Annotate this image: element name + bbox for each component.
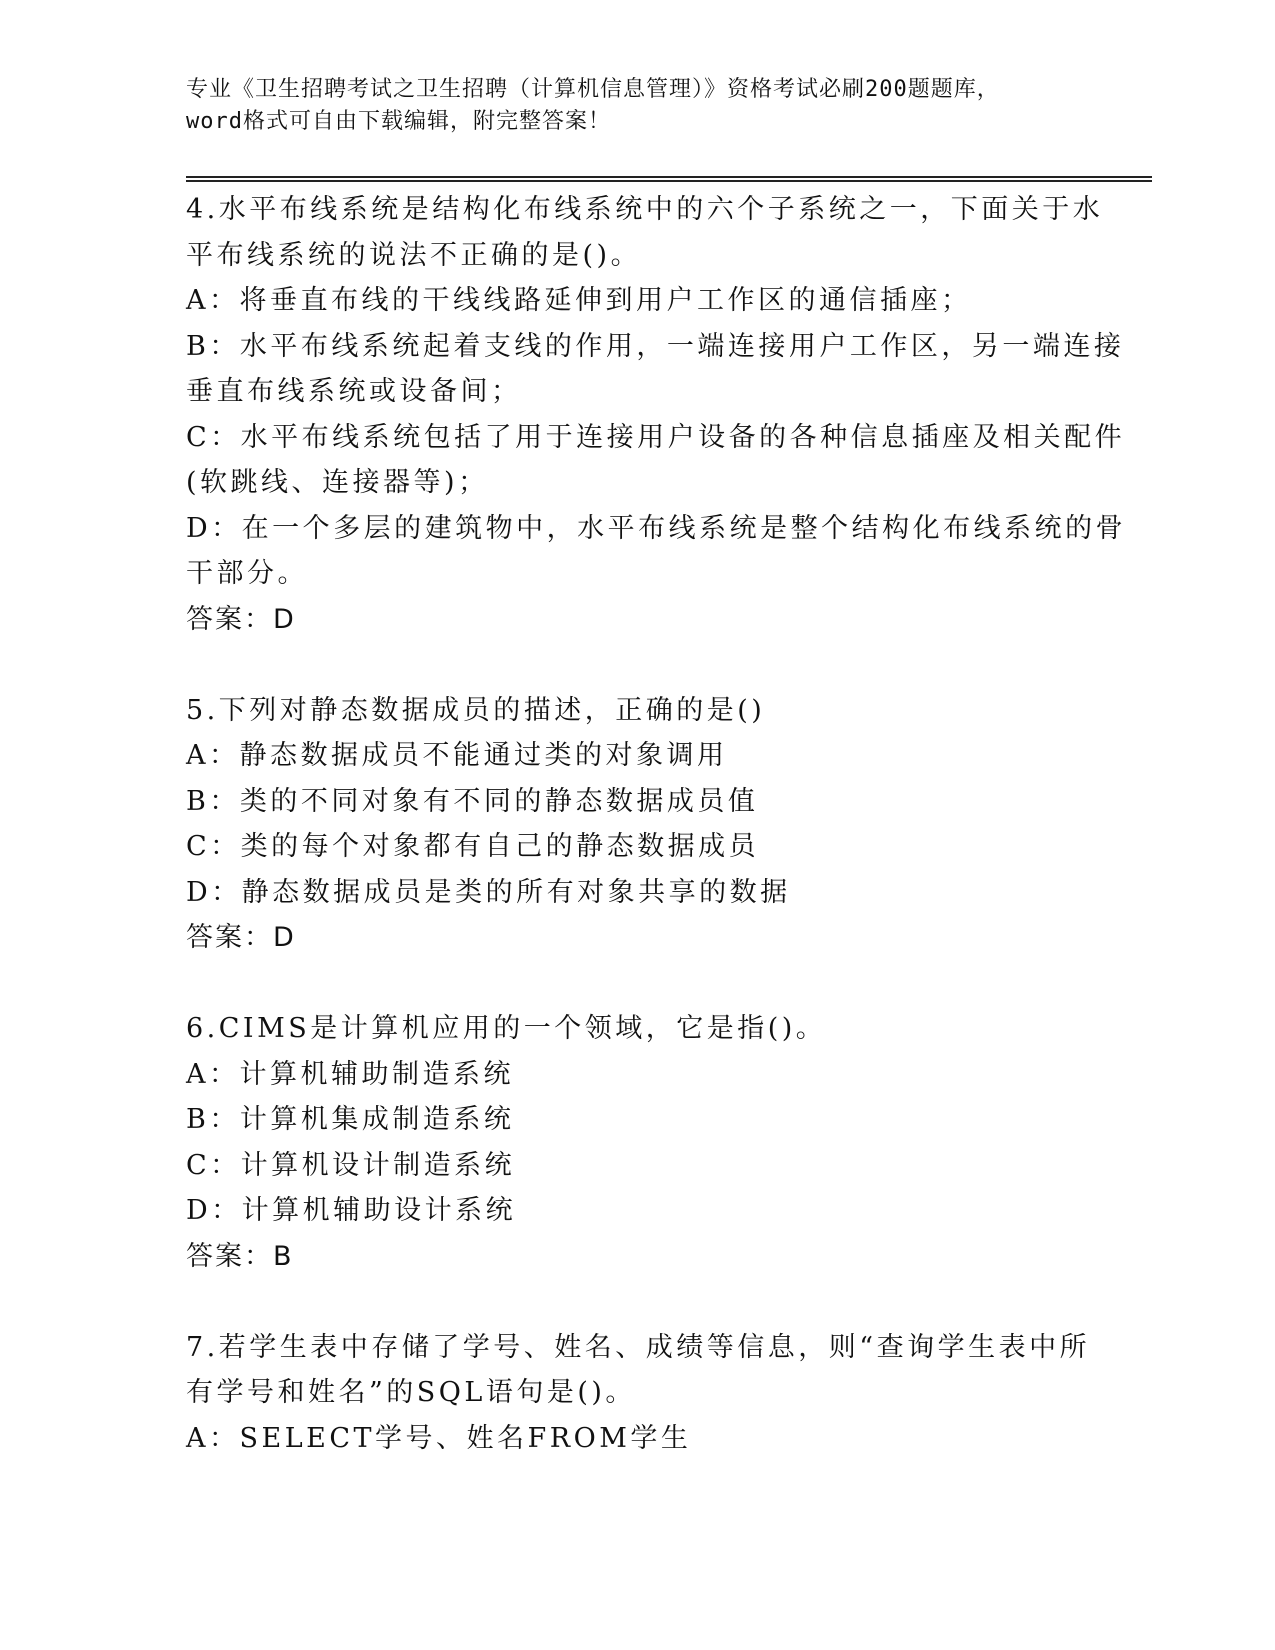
option-c: C：计算机设计制造系统 <box>186 1149 516 1181</box>
spacer <box>186 961 1086 1007</box>
option-b: B：水平布线系统起着支线的作用，一端连接用户工作区，另一端连接 <box>186 330 1125 362</box>
option-a: A：计算机辅助制造系统 <box>186 1058 514 1090</box>
answer: 答案：D <box>186 603 296 635</box>
question-4 <box>186 187 1127 642</box>
question-stem: 5.下列对静态数据成员的描述，正确的是() <box>186 694 766 726</box>
option-a: A：将垂直布线的干线线路延伸到用户工作区的通信插座； <box>186 285 972 316</box>
option-b: B：计算机集成制造系统 <box>186 1104 515 1135</box>
answer: 答案：B <box>186 1240 294 1272</box>
question-list <box>186 187 1127 1461</box>
option-c: C：水平布线系统包括了用于连接用户设备的各种信息插座及相关配件 <box>186 421 1126 453</box>
question-stem: 7.若学生表中存储了学号、姓名、成绩等信息，则“查询学生表中所 <box>186 1331 1091 1363</box>
answer: 答案：D <box>186 922 296 953</box>
question-6 <box>186 1006 1086 1279</box>
question-stem: 有学号和姓名”的SQL语句是()。 <box>186 1377 636 1408</box>
option-d: D：静态数据成员是类的所有对象共享的数据 <box>186 876 791 908</box>
question-5 <box>186 688 1086 961</box>
document-header <box>186 74 1086 138</box>
option-a: A：SELECT学号、姓名FROM学生 <box>186 1422 692 1454</box>
header-title-line-1: 专业《卫生招聘考试之卫生招聘（计算机信息管理）》资格考试必刷200题题库， <box>186 77 1000 102</box>
option-d: D：计算机辅助设计系统 <box>186 1195 517 1226</box>
option-a: A：静态数据成员不能通过类的对象调用 <box>186 740 728 771</box>
option-c: (软跳线、连接器等)； <box>186 467 489 498</box>
header-title-line-2: word格式可自由下载编辑，附完整答案！ <box>186 109 611 134</box>
header-divider <box>186 176 1152 182</box>
option-b: 垂直布线系统或设备间； <box>186 376 522 407</box>
question-stem: 平布线系统的说法不正确的是()。 <box>186 239 642 271</box>
option-d: 干部分。 <box>186 558 308 589</box>
option-c: C：类的每个对象都有自己的静态数据成员 <box>186 831 760 862</box>
option-d: D：在一个多层的建筑物中，水平布线系统是整个结构化布线系统的骨 <box>186 512 1127 544</box>
spacer <box>186 1279 1086 1325</box>
option-b: B：类的不同对象有不同的静态数据成员值 <box>186 785 759 817</box>
question-7 <box>186 1325 1091 1462</box>
spacer <box>186 642 1086 688</box>
question-stem: 6.CIMS是计算机应用的一个领域，它是指()。 <box>186 1013 827 1044</box>
question-stem: 4.水平布线系统是结构化布线系统中的六个子系统之一，下面关于水 <box>186 194 1104 225</box>
